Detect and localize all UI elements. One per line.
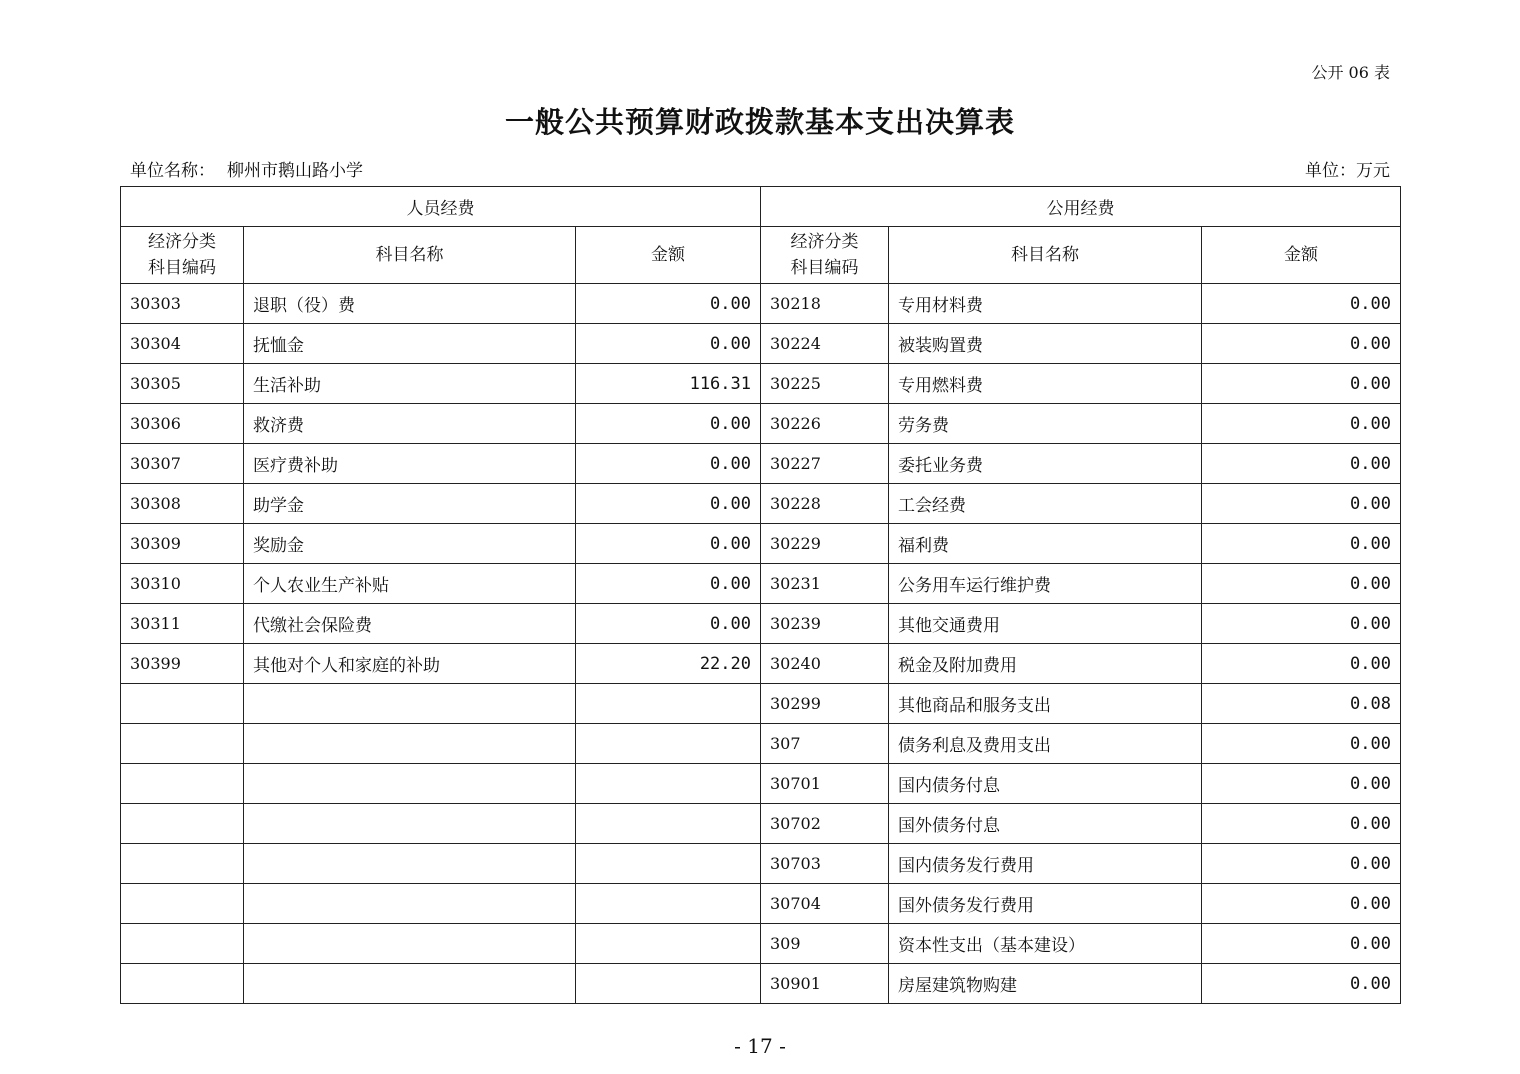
table-row [121, 724, 1401, 764]
public-amount-cell: 0.00 [1202, 444, 1401, 484]
personnel-name-cell [244, 684, 576, 724]
public-code-cell: 30701 [761, 764, 889, 804]
public-name-cell: 公务用车运行维护费 [889, 564, 1202, 604]
left-code-header-line1: 经济分类 [148, 232, 216, 252]
right-code-header [761, 227, 889, 284]
public-code-cell: 30299 [761, 684, 889, 724]
personnel-expense-header: 人员经费 [121, 187, 761, 227]
personnel-amount-cell [576, 684, 761, 724]
personnel-code-cell [121, 844, 244, 884]
left-name-header: 科目名称 [244, 227, 576, 284]
public-name-cell: 被装购置费 [889, 324, 1202, 364]
table-row [121, 884, 1401, 924]
public-amount-cell: 0.00 [1202, 644, 1401, 684]
personnel-code-cell [121, 884, 244, 924]
public-code-cell: 30225 [761, 364, 889, 404]
personnel-amount-cell [576, 804, 761, 844]
table-row [121, 524, 1401, 564]
public-name-cell: 国内债务付息 [889, 764, 1202, 804]
personnel-code-cell: 30307 [121, 444, 244, 484]
personnel-name-cell: 救济费 [244, 404, 576, 444]
personnel-amount-cell: 0.00 [576, 604, 761, 644]
public-code-cell: 30229 [761, 524, 889, 564]
personnel-code-cell: 30308 [121, 484, 244, 524]
table-row [121, 844, 1401, 884]
personnel-code-cell: 30310 [121, 564, 244, 604]
personnel-name-cell [244, 884, 576, 924]
personnel-name-cell [244, 924, 576, 964]
public-name-cell: 资本性支出（基本建设） [889, 924, 1202, 964]
right-amount-header: 金额 [1202, 227, 1401, 284]
column-header-row [121, 227, 1401, 284]
personnel-name-cell [244, 964, 576, 1004]
left-amount-header: 金额 [576, 227, 761, 284]
personnel-code-cell [121, 804, 244, 844]
public-amount-cell: 0.00 [1202, 724, 1401, 764]
personnel-name-cell: 助学金 [244, 484, 576, 524]
public-name-cell: 税金及附加费用 [889, 644, 1202, 684]
personnel-name-cell: 生活补助 [244, 364, 576, 404]
personnel-name-cell: 个人农业生产补贴 [244, 564, 576, 604]
table-body [121, 284, 1401, 1004]
public-amount-cell: 0.00 [1202, 924, 1401, 964]
table-row [121, 684, 1401, 724]
public-name-cell: 劳务费 [889, 404, 1202, 444]
personnel-amount-cell: 0.00 [576, 524, 761, 564]
personnel-name-cell: 奖励金 [244, 524, 576, 564]
table-row [121, 444, 1401, 484]
personnel-code-cell [121, 684, 244, 724]
public-name-cell: 其他商品和服务支出 [889, 684, 1202, 724]
unit-name-label: 单位名称： [130, 161, 215, 181]
table-row [121, 564, 1401, 604]
public-code-cell: 30901 [761, 964, 889, 1004]
table-row [121, 644, 1401, 684]
table-row [121, 404, 1401, 444]
public-amount-cell: 0.00 [1202, 604, 1401, 644]
right-code-header-line1: 经济分类 [790, 232, 859, 252]
personnel-code-cell: 30311 [121, 604, 244, 644]
public-code-cell: 30218 [761, 284, 889, 324]
right-code-header-line2: 科目编码 [790, 258, 859, 278]
public-name-cell: 国外债务发行费用 [889, 884, 1202, 924]
personnel-name-cell [244, 724, 576, 764]
public-amount-cell: 0.00 [1202, 844, 1401, 884]
personnel-amount-cell: 0.00 [576, 444, 761, 484]
public-amount-cell: 0.00 [1202, 764, 1401, 804]
table-row [121, 764, 1401, 804]
personnel-amount-cell: 116.31 [576, 364, 761, 404]
personnel-name-cell: 其他对个人和家庭的补助 [244, 644, 576, 684]
public-code-cell: 30704 [761, 884, 889, 924]
public-code-cell: 30239 [761, 604, 889, 644]
table-row [121, 604, 1401, 644]
left-code-header-line2: 科目编码 [148, 258, 216, 278]
personnel-amount-cell: 0.00 [576, 284, 761, 324]
public-name-cell: 专用材料费 [889, 284, 1202, 324]
public-expense-header: 公用经费 [761, 187, 1401, 227]
public-code-cell: 30226 [761, 404, 889, 444]
public-amount-cell: 0.00 [1202, 964, 1401, 1004]
right-name-header: 科目名称 [889, 227, 1202, 284]
public-name-cell: 国内债务发行费用 [889, 844, 1202, 884]
public-code-cell: 30240 [761, 644, 889, 684]
table-row [121, 284, 1401, 324]
public-amount-cell: 0.00 [1202, 284, 1401, 324]
public-amount-cell: 0.00 [1202, 364, 1401, 404]
currency-unit: 单位：万元 [1305, 161, 1390, 181]
table-row [121, 484, 1401, 524]
public-name-cell: 国外债务付息 [889, 804, 1202, 844]
personnel-code-cell [121, 964, 244, 1004]
personnel-name-cell: 退职（役）费 [244, 284, 576, 324]
personnel-amount-cell: 0.00 [576, 324, 761, 364]
table-row [121, 924, 1401, 964]
personnel-name-cell [244, 804, 576, 844]
personnel-code-cell: 30303 [121, 284, 244, 324]
personnel-code-cell [121, 724, 244, 764]
public-amount-cell: 0.00 [1202, 324, 1401, 364]
public-amount-cell: 0.00 [1202, 524, 1401, 564]
personnel-amount-cell [576, 724, 761, 764]
public-name-cell: 委托业务费 [889, 444, 1202, 484]
public-code-cell: 30231 [761, 564, 889, 604]
personnel-code-cell: 30304 [121, 324, 244, 364]
public-amount-cell: 0.00 [1202, 564, 1401, 604]
public-name-cell: 房屋建筑物购建 [889, 964, 1202, 1004]
table-row [121, 804, 1401, 844]
personnel-code-cell: 30305 [121, 364, 244, 404]
public-code-cell: 309 [761, 924, 889, 964]
unit-name [130, 156, 363, 181]
group-header-row [121, 187, 1401, 227]
personnel-code-cell [121, 764, 244, 804]
personnel-amount-cell [576, 964, 761, 1004]
personnel-name-cell: 医疗费补助 [244, 444, 576, 484]
table-row [121, 324, 1401, 364]
personnel-amount-cell [576, 924, 761, 964]
public-name-cell: 工会经费 [889, 484, 1202, 524]
left-code-header [121, 227, 244, 284]
public-name-cell: 专用燃料费 [889, 364, 1202, 404]
table-row [121, 364, 1401, 404]
public-amount-cell: 0.00 [1202, 884, 1401, 924]
personnel-amount-cell: 0.00 [576, 404, 761, 444]
public-code-cell: 30228 [761, 484, 889, 524]
personnel-amount-cell: 22.20 [576, 644, 761, 684]
personnel-name-cell [244, 844, 576, 884]
personnel-amount-cell: 0.00 [576, 484, 761, 524]
personnel-code-cell [121, 924, 244, 964]
public-code-cell: 30227 [761, 444, 889, 484]
public-code-cell: 307 [761, 724, 889, 764]
personnel-name-cell: 抚恤金 [244, 324, 576, 364]
public-code-cell: 30702 [761, 804, 889, 844]
public-code-cell: 30703 [761, 844, 889, 884]
personnel-code-cell: 30306 [121, 404, 244, 444]
page-number: - 17 - [734, 1034, 786, 1058]
public-amount-cell: 0.00 [1202, 404, 1401, 444]
public-name-cell: 其他交通费用 [889, 604, 1202, 644]
personnel-amount-cell [576, 764, 761, 804]
table-row [121, 964, 1401, 1004]
personnel-name-cell: 代缴社会保险费 [244, 604, 576, 644]
public-code-cell: 30224 [761, 324, 889, 364]
public-name-cell: 债务利息及费用支出 [889, 724, 1202, 764]
personnel-amount-cell [576, 844, 761, 884]
form-number: 公开 06 表 [1311, 63, 1390, 82]
personnel-amount-cell: 0.00 [576, 564, 761, 604]
public-amount-cell: 0.00 [1202, 484, 1401, 524]
public-name-cell: 福利费 [889, 524, 1202, 564]
public-amount-cell: 0.08 [1202, 684, 1401, 724]
personnel-code-cell: 30399 [121, 644, 244, 684]
personnel-name-cell [244, 764, 576, 804]
page-title: 一般公共预算财政拨款基本支出决算表 [504, 105, 1015, 139]
expenditure-table [120, 186, 1401, 1004]
public-amount-cell: 0.00 [1202, 804, 1401, 844]
unit-name-value: 柳州市鹅山路小学 [227, 161, 363, 181]
personnel-code-cell: 30309 [121, 524, 244, 564]
personnel-amount-cell [576, 884, 761, 924]
